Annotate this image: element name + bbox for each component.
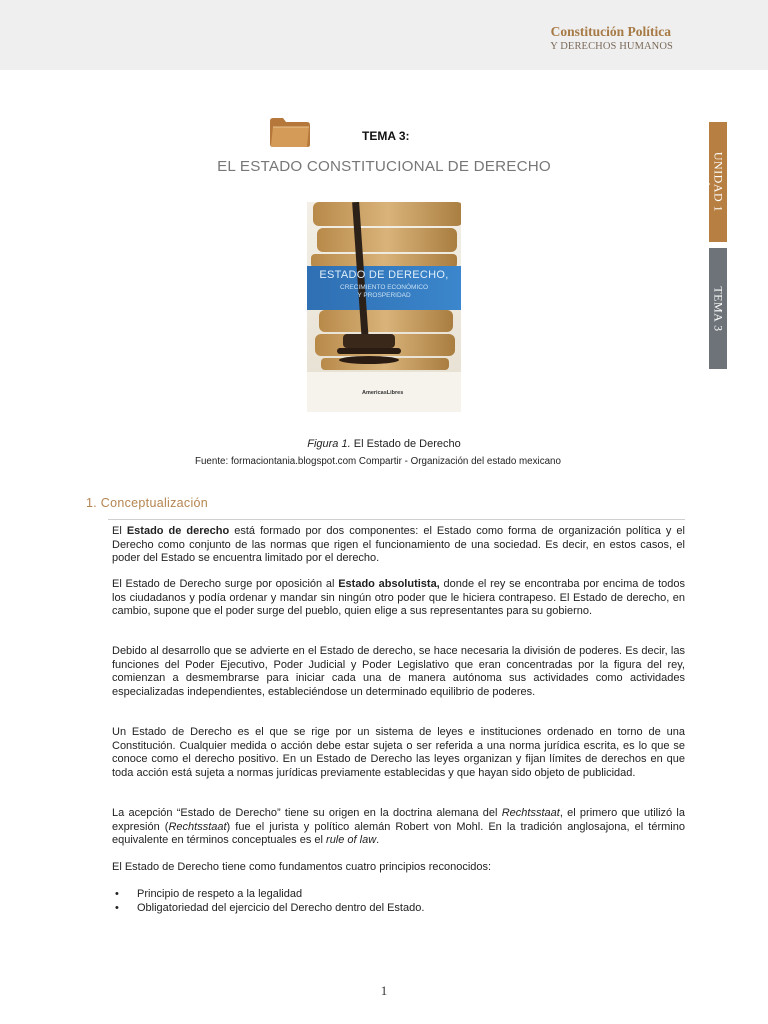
paragraph-4: Un Estado de Derecho es el que se rige por un sistema de leyes e instituciones ordenado en torno de una Constitución. Cualquier medida o acción debe estar sujeta o ser referida a una norma jurídica escrita, es lo que se conoce como el derecho positivo. En un Estado de Derecho las leyes organizan y fijan límites de derechos en que toda acción está sujeta a normas jurídicas previamente establecidas y que hayan sido objeto de publicidad. <box>112 726 685 779</box>
list-item-text: Principio de respeto a la legalidad <box>137 888 303 900</box>
cover-subtitle-2: Y PROSPERIDAD <box>357 292 411 299</box>
figure-source: Fuente: formaciontania.blogspot.com Compartir - Organización del estado mexicano <box>195 456 561 467</box>
term-estado-absolutista: Estado absolutista, <box>338 578 440 590</box>
cover-subtitle-1: CRECIMIENTO ECONÓMICO <box>340 284 428 291</box>
unit-side-tab <box>709 122 727 242</box>
book-cover-illustration <box>307 202 461 412</box>
page-number: 1 <box>380 983 388 998</box>
unit-side-tab-label: UNIDAD 1 <box>711 151 726 213</box>
folder-icon <box>269 116 311 148</box>
figure-caption <box>0 438 768 450</box>
term-estado-de-derecho: Estado de derecho <box>126 525 230 537</box>
unit-tab-notch <box>702 175 710 193</box>
section-divider <box>108 519 685 520</box>
header-title: Constitución Política <box>550 24 671 39</box>
book-cover-image <box>307 202 461 412</box>
bullet-dot: • <box>115 888 119 900</box>
paragraph-3: Debido al desarrollo que se advierte en el Estado de derecho, se hace necesaria la división de poderes. Es decir, las funciones del Poder Ejecutivo, Poder Judicial y Poder Legislativo que eran concentradas por la figura del rey, comienzan a desmembrarse para iniciar cada una de manera autónoma sus actividades como actividades especializadas independientes, estableciéndose un determinado equilibrio de poderes. <box>112 645 685 698</box>
paragraph-5: La acepción “Estado de Derecho” tiene su origen en la doctrina alemana del Rechtsstaat, el primero que utilizó la expresión (Rechtsstaat) fue el jurista y político alemán Robert von Mohl. En la tradición anglosajona, el término equivalente en términos conceptuales es el rule of law. <box>112 807 685 846</box>
cover-publisher-logo: AmericasLibres <box>362 390 404 396</box>
paragraph-6: El Estado de Derecho tiene como fundamentos cuatro principios reconocidos: <box>112 861 492 873</box>
header-subtitle: Y DERECHOS HUMANOS <box>550 41 673 52</box>
section-heading: 1. Conceptualización <box>86 496 209 510</box>
figure-number: Figura 1. <box>307 438 351 450</box>
paragraph-1: El Estado de derecho está formado por dos componentes: el Estado como forma de organización política y el Derecho como conjunto de las normas que rigen el funcionamiento de una sociedad. Es decir, en estos casos, el poder del Estado se encuentra limitado por el derecho. <box>112 525 685 564</box>
cover-title: ESTADO DE DERECHO, <box>319 269 449 281</box>
tema-side-tab-label: TEMA 3 <box>711 285 726 332</box>
figure-caption-text: El Estado de Derecho <box>353 438 461 450</box>
bullet-dot: • <box>115 902 119 914</box>
topic-title: EL ESTADO CONSTITUCIONAL DE DERECHO <box>217 158 551 175</box>
page-header <box>0 0 768 70</box>
tema-side-tab <box>709 248 727 369</box>
list-item-text: Obligatoriedad del ejercicio del Derecho dentro del Estado. <box>137 902 425 914</box>
paragraph-2: El Estado de Derecho surge por oposición al Estado absolutista, donde el rey se encontraba por encima de todos los ciudadanos y podía ordenar y mandar sin ningún otro poder que le hiciera contrapeso. El Estado de derecho, en cambio, supone que el poder surge del pueblo, quien elige a sus representantes para su gobierno. <box>112 578 685 617</box>
topic-label: TEMA 3: <box>362 129 410 143</box>
